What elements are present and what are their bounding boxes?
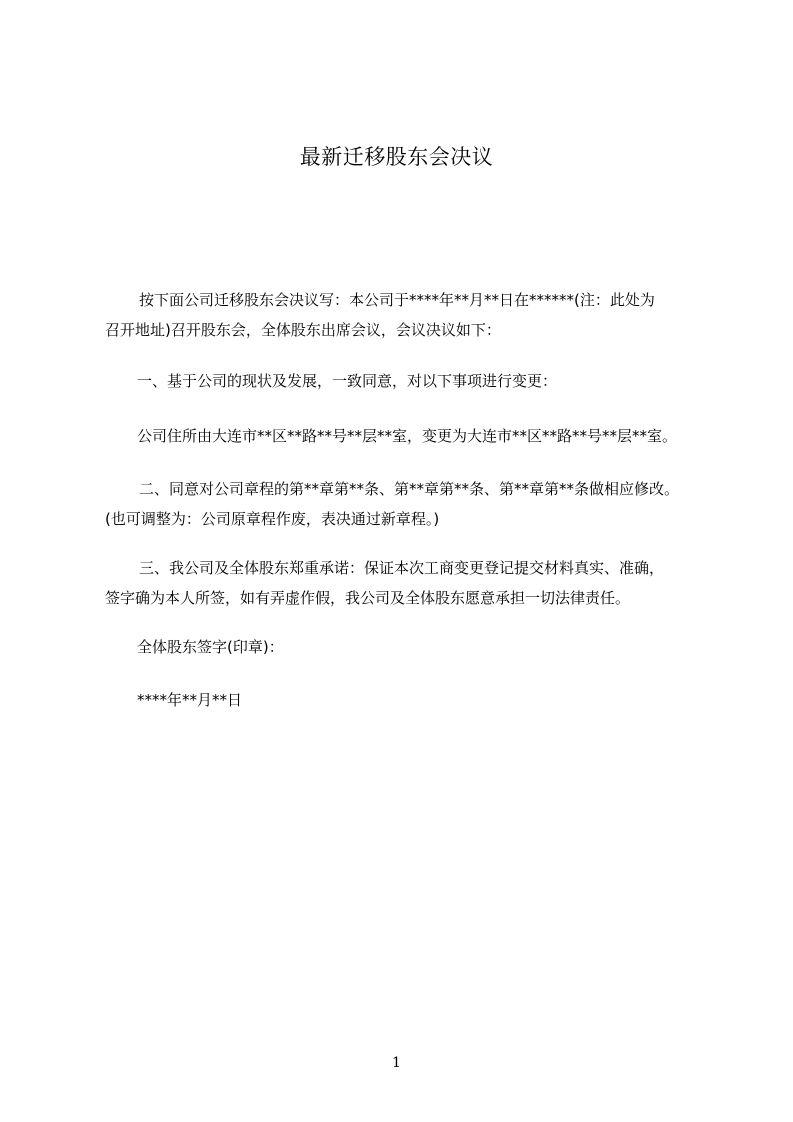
address-change-paragraph bbox=[105, 421, 703, 451]
resolution-item-2 bbox=[105, 474, 703, 534]
date-placeholder: ****年**月**日 bbox=[137, 691, 243, 709]
resolution-item-3-line-2: 签字确为本人所签，如有弄虚作假，我公司及全体股东愿意承担一切法律责任。 bbox=[105, 589, 631, 607]
resolution-item-2-line-2: (也可调整为：公司原章程作废，表决通过新章程。) bbox=[105, 510, 440, 528]
resolution-item-3 bbox=[105, 553, 703, 613]
address-change-text: 公司住所由大连市**区**路**号**层**室，变更为大连市**区**路**号**层**室。 bbox=[137, 427, 678, 445]
page-number: 1 bbox=[392, 1055, 401, 1071]
document-title: 最新迁移股东会决议 bbox=[299, 145, 494, 169]
intro-paragraph bbox=[105, 285, 703, 345]
intro-line-2: 召开地址)召开股东会，全体股东出席会议，会议决议如下： bbox=[105, 321, 501, 339]
resolution-item-3-line-1: 三、我公司及全体股东郑重承诺：保证本次工商变更登记提交材料真实、准确， bbox=[139, 559, 665, 577]
resolution-item-1 bbox=[105, 366, 703, 396]
intro-line-1: 按下面公司迁移股东会决议写：本公司于****年**月**日在******(注：此处为 bbox=[139, 291, 655, 309]
date-section bbox=[105, 685, 703, 715]
signature-section bbox=[105, 632, 703, 662]
signature-label: 全体股东签字(印章)： bbox=[137, 638, 284, 656]
resolution-item-2-line-1: 二、同意对公司章程的第**章第**条、第**章第**条、第**章第**条做相应修改。 bbox=[139, 480, 680, 498]
resolution-item-1-text: 一、基于公司的现状及发展，一致同意，对以下事项进行变更： bbox=[137, 372, 558, 390]
